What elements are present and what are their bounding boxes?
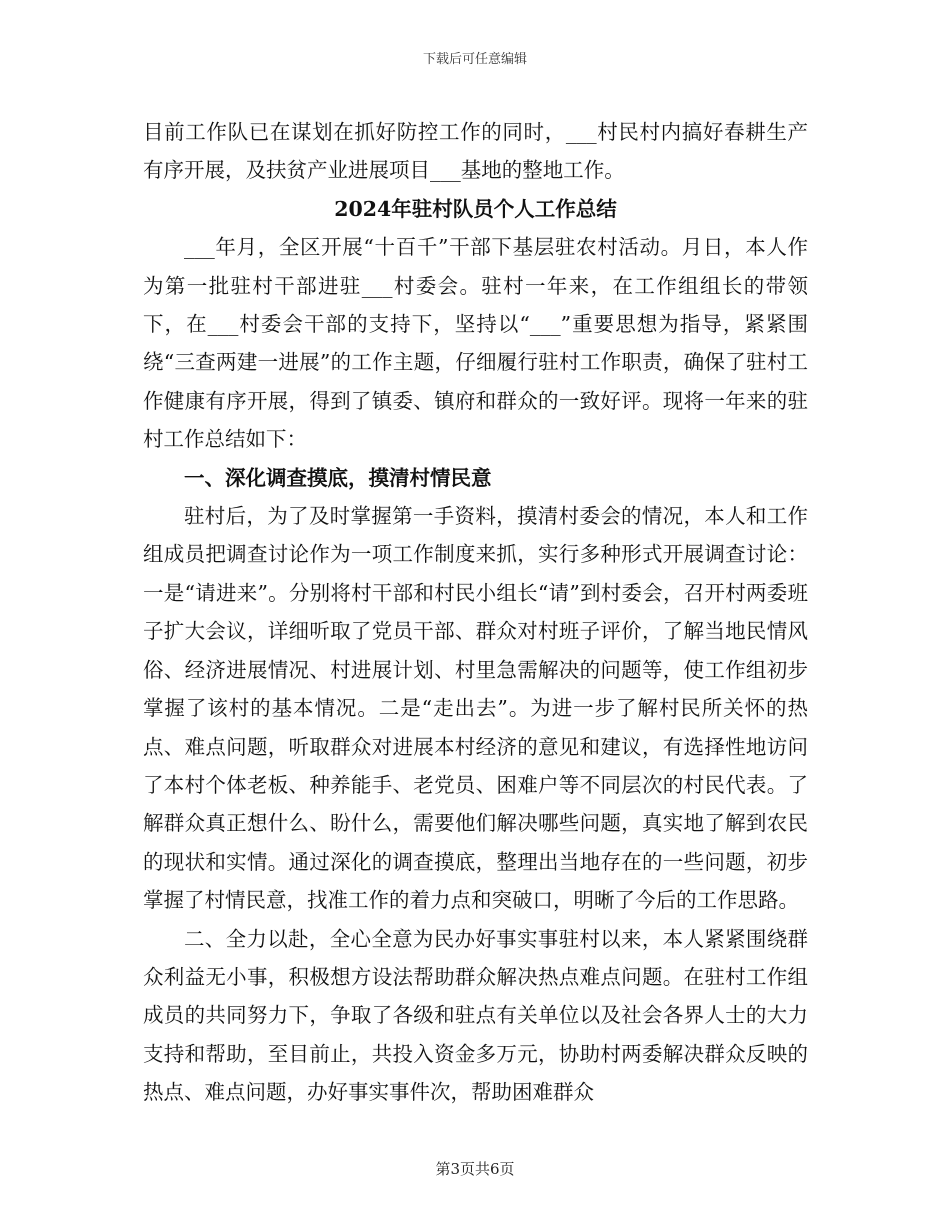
paragraph-2: 驻村后，为了及时掌握第一手资料，摸清村委会的情况，本人和工作组成员把调查讨论作为一项工作制度来抓，实行多种形式开展调查讨论：一是“请进来”。分别将村干部和村民小组长“请”到村委会，召开村两委班子扩大会议，详细听取了党员干部、群众对村班子评价，了解当地民情风俗、经济进展情况、村进展计划、村里急需解决的问题等，使工作组初步掌握了该村的基本情况。二是“走出去”。为进一步了解村民所关怀的热点、难点问题，听取群众对进展本村经济的意见和建议，有选择性地访问了本村个体老板、种养能手、老党员、困难户等不同层次的村民代表。了解群众真正想什么、盼什么，需要他们解决哪些问题，真实地了解到农民的现状和实情。通过深化的调查摸底，整理出当地存在的一些问题，初步掌握了村情民意，找准工作的着力点和突破口，明晰了今后的工作思路。 bbox=[143, 504, 808, 913]
page-footer: 第3页共6页 bbox=[435, 1160, 515, 1178]
document-body bbox=[143, 113, 808, 1112]
intro-paragraph: 目前工作队已在谋划在抓好防控工作的同时，___村民村内搞好春耕生产有序开展，及扶贫产业进展项目___基地的整地工作。 bbox=[143, 120, 808, 183]
page-header: 下载后可任意编辑 bbox=[422, 52, 527, 67]
section-heading-1: 一、深化调查摸底，摸清村情民意 bbox=[184, 465, 492, 490]
paragraph-1: ___年月，全区开展“十百千”干部下基层驻农村活动。月日，本人作为第一批驻村干部进驻___村委会。驻村一年来，在工作组组长的带领下，在___村委会干部的支持下，坚持以“___”重要思想为指导，紧紧围绕“三查两建一进展”的工作主题，仔细履行驻村工作职责，确保了驻村工作健康有序开展，得到了镇委、镇府和群众的一致好评。现将一年来的驻村工作总结如下： bbox=[143, 235, 808, 452]
document-title: 2024年驻村队员个人工作总结 bbox=[334, 196, 617, 221]
paragraph-3: 二、全力以赴，全心全意为民办好事实事驻村以来，本人紧紧围绕群众利益无小事，积极想方设法帮助群众解决热点难点问题。在驻村工作组成员的共同努力下，争取了各级和驻点有关单位以及社会各界人士的大力支持和帮助，至目前止，共投入资金多万元，协助村两委解决群众反映的热点、难点问题，办好事实事件次，帮助困难群众 bbox=[143, 926, 808, 1105]
